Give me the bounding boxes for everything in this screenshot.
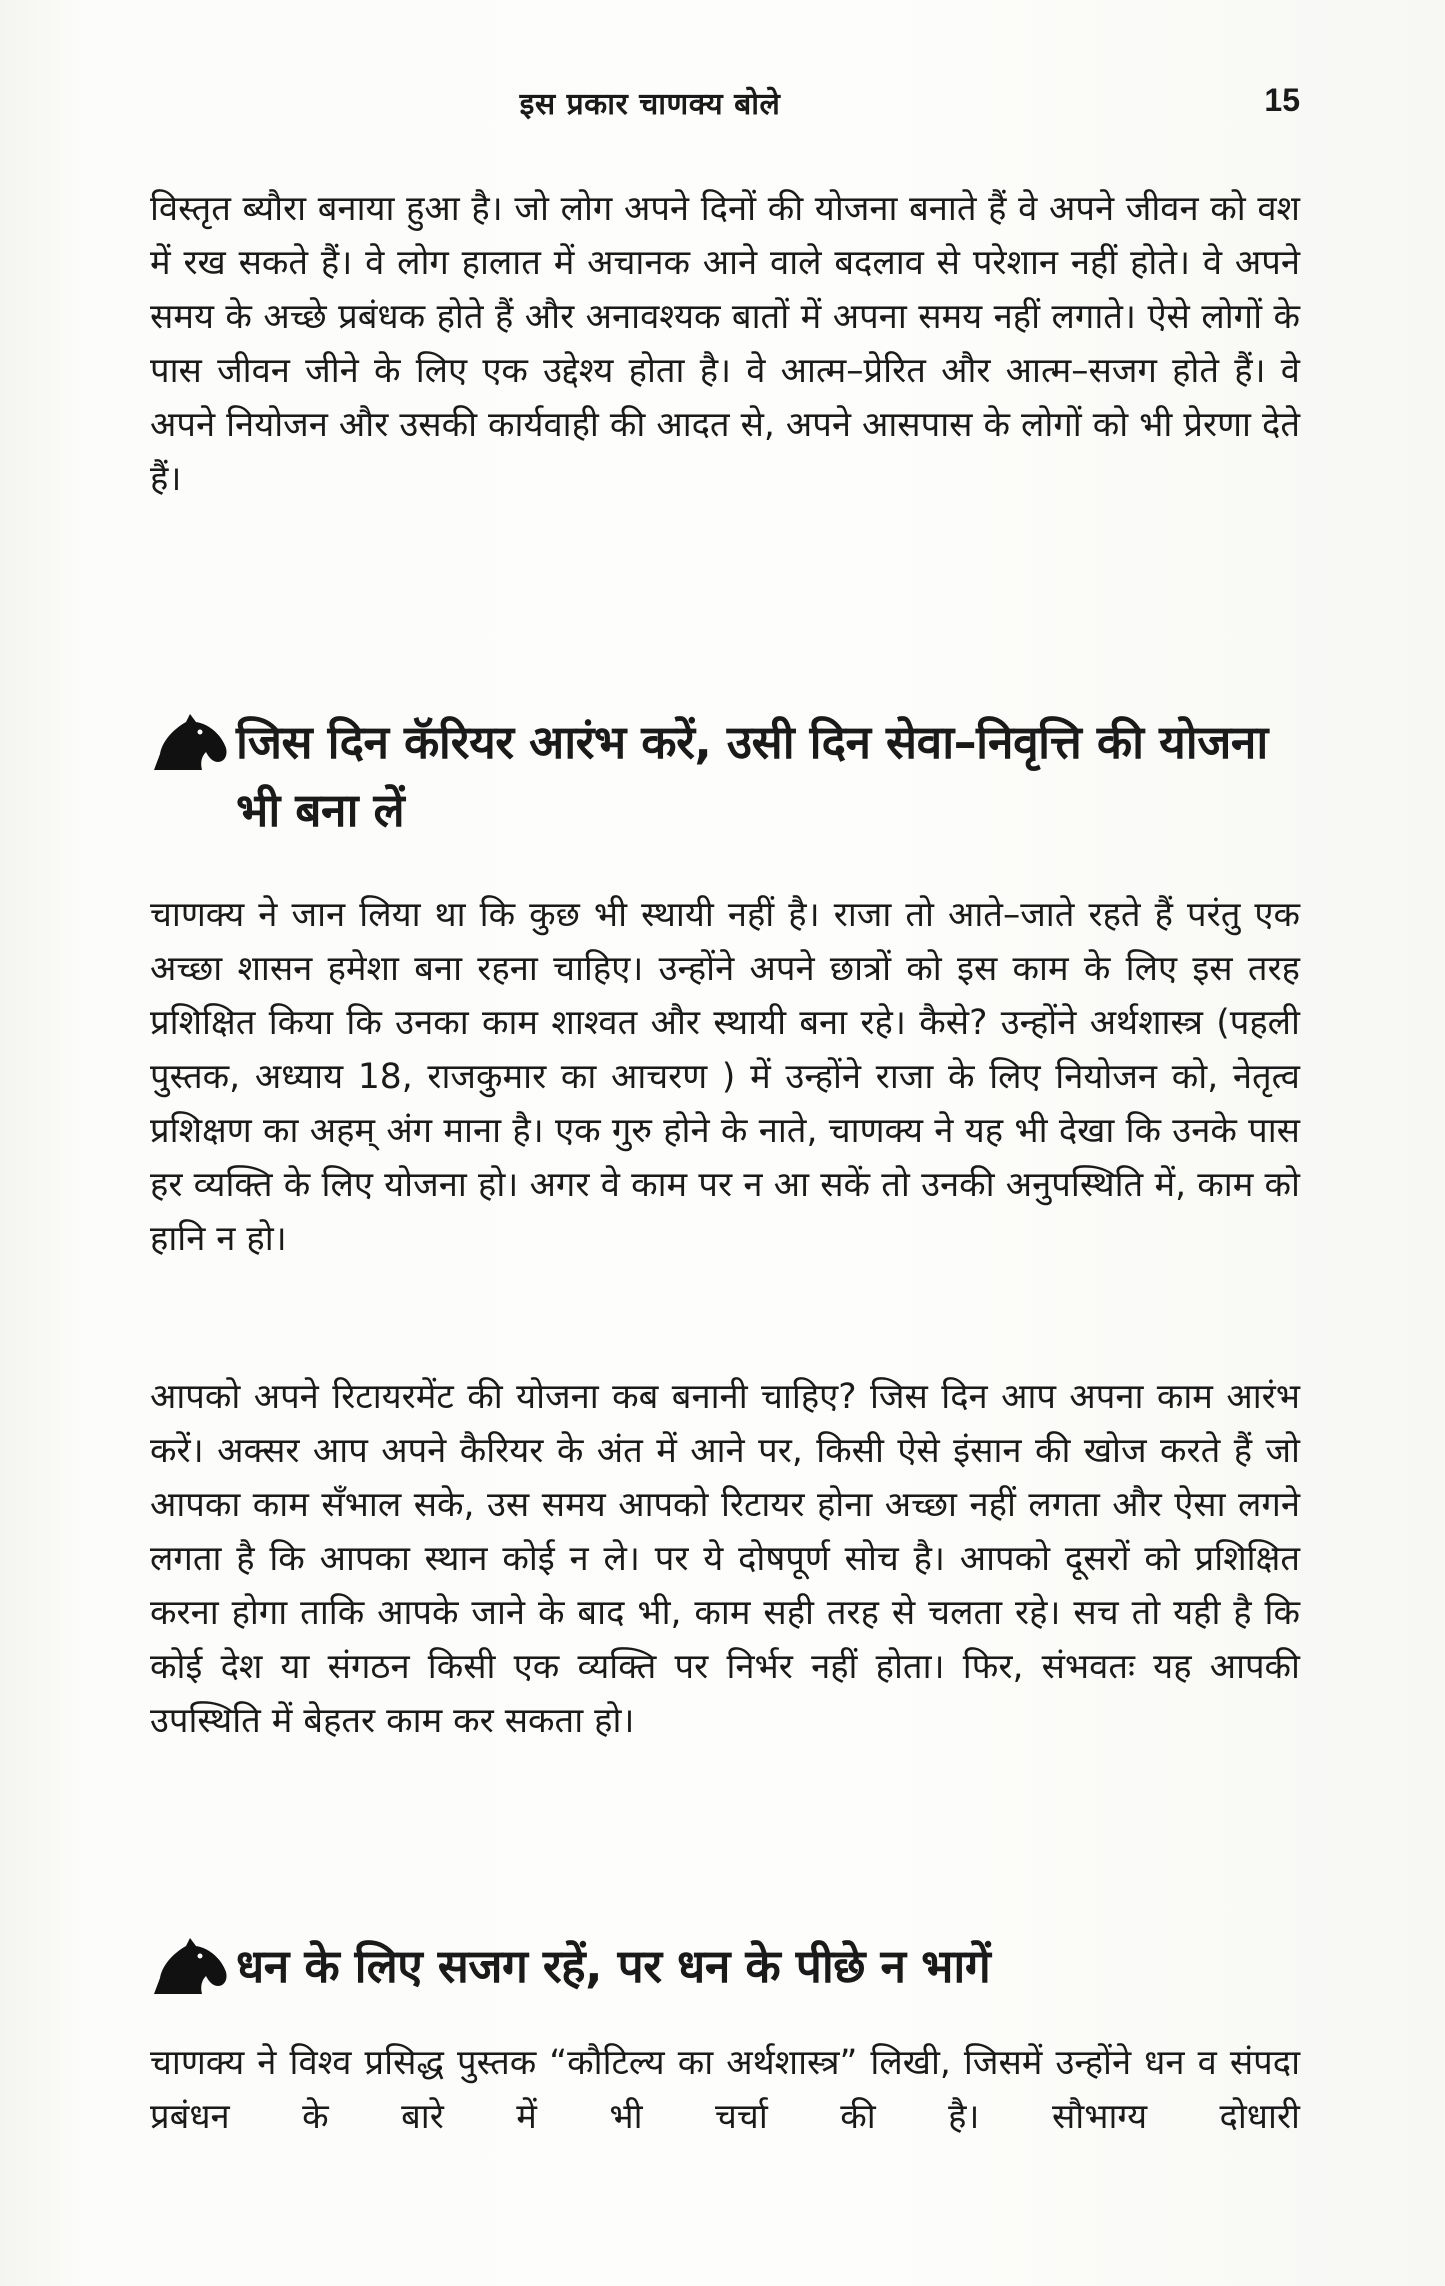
section-heading-2-text: धन के लिए सजग रहें, पर धन के पीछे न भागें <box>236 1939 991 1993</box>
paragraph-4-block <box>150 2036 1300 2144</box>
paragraph-3: आपको अपने रिटायरमेंट की योजना कब बनानी चाहिए? जिस दिन आप अपना काम आरंभ करें। अक्सर आप अपने कैरियर के अंत में आने पर, किसी ऐसे इंसान की खोज करते हैं जो आपका काम सँभाल सके, उस समय आपको रिटायर होना अच्छा नहीं लगता और ऐसा लगने लगता है कि आपका स्थान कोई न ले। पर ये दोषपूर्ण सोच है। आपको दूसरों को प्रशिक्षित करना होगा ताकि आपके जाने के बाद भी, काम सही तरह से चलता रहे। सच तो यही है कि कोई देश या संगठन किसी एक व्यक्ति पर निर्भर नहीं होता। फिर, संभवतः यह आपकी उपस्थिति में बेहतर काम कर सकता हो। <box>150 1377 1300 1741</box>
running-head <box>150 82 1300 132</box>
paragraph-3-block <box>150 1370 1300 1748</box>
section-heading-1-text: जिस दिन कॅरियर आरंभ करें, उसी दिन सेवा–निवृत्ति की योजना भी बना लें <box>236 715 1268 837</box>
section-heading-2 <box>150 1932 1300 2000</box>
chess-knight-icon <box>150 1936 230 1996</box>
page-number: 15 <box>1264 82 1300 118</box>
paragraph-1-block <box>150 182 1300 506</box>
chess-knight-icon <box>150 712 230 772</box>
paragraph-2: चाणक्य ने जान लिया था कि कुछ भी स्थायी नहीं है। राजा तो आते–जाते रहते हैं परंतु एक अच्छा शासन हमेशा बना रहना चाहिए। उन्होंने अपने छात्रों को इस काम के लिए इस तरह प्रशिक्षित किया कि उनका काम शाश्वत और स्थायी बना रहे। कैसे? उन्होंने अर्थशास्त्र (पहली पुस्तक, अध्याय 18, राजकुमार का आचरण ) में उन्होंने राजा के लिए नियोजन को, नेतृत्व प्रशिक्षण का अहम् अंग माना है। एक गुरु होने के नाते, चाणक्य ने यह भी देखा कि उनके पास हर व्यक्ति के लिए योजना हो। अगर वे काम पर न आ सकें तो उनकी अनुपस्थिति में, काम को हानि न हो। <box>150 895 1301 1259</box>
section-heading-1 <box>150 708 1300 844</box>
paragraph-4: चाणक्य ने विश्व प्रसिद्ध पुस्तक “कौटिल्य का अर्थशास्त्र” लिखी, जिसमें उन्होंने धन व संपदा प्रबंधन के बारे में भी चर्चा की है। सौभाग्य दोधारी <box>150 2043 1300 2137</box>
running-title: इस प्रकार चाणक्य बोले <box>519 87 781 122</box>
paragraph-2-block <box>150 888 1300 1266</box>
paragraph-1: विस्तृत ब्यौरा बनाया हुआ है। जो लोग अपने दिनों की योजना बनाते हैं वे अपने जीवन को वश में रख सकते हैं। वे लोग हालात में अचानक आने वाले बदलाव से परेशान नहीं होते। वे अपने समय के अच्छे प्रबंधक होते हैं और अनावश्यक बातों में अपना समय नहीं लगाते। ऐसे लोगों के पास जीवन जीने के लिए एक उद्देश्य होता है। वे आत्म–प्रेरित और आत्म–सजग होते हैं। वे अपने नियोजन और उसकी कार्यवाही की आदत से, अपने आसपास के लोगों को भी प्रेरणा देते हैं। <box>150 189 1300 499</box>
